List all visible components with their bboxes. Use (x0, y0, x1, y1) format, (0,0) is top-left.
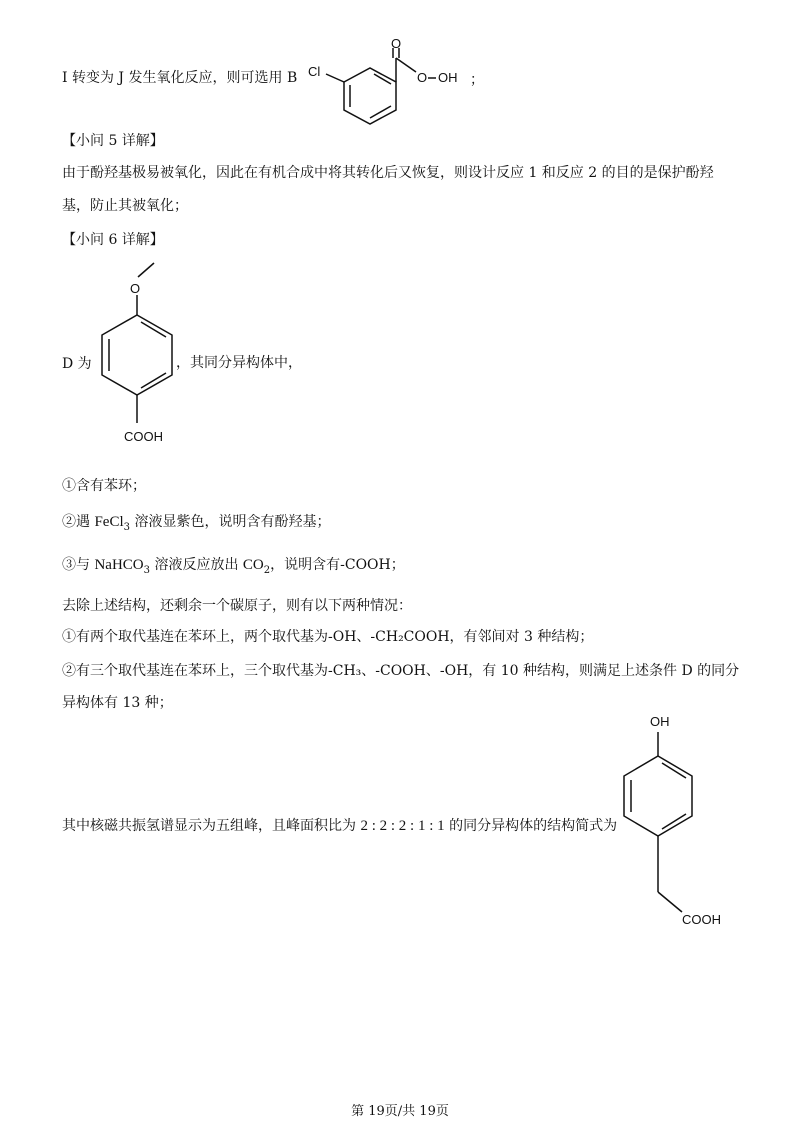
fecl-formula: FeCl (94, 514, 124, 530)
condition-2-prefix: ②遇 (62, 514, 95, 530)
q5-text-line2: 基，防止其被氧化； (62, 198, 188, 214)
q6-header: 【小问 6 详解】 (62, 232, 164, 248)
nmr-prefix: 其中核磁共振氢谱显示为五组峰，且峰面积比为 (62, 818, 361, 834)
remove-text: 去除上述结构，还剩余一个碳原子，则有以下两种情况： (62, 598, 412, 614)
condition-1: ①含有苯环； (62, 478, 146, 494)
q5-header: 【小问 5 详解】 (62, 133, 164, 149)
page-footer: 第 19页/共 19页 (351, 1104, 449, 1119)
isomer-cooh-label: COOH (682, 912, 721, 927)
d-suffix: ，其同分异构体中， (176, 355, 302, 371)
case-2-text-line1: ②有三个取代基连在苯环上，三个取代基为-CH₃、-COOH、-OH，有 10 种结构，则满足上述条件 D 的同分 (62, 663, 740, 679)
nmr-suffix: 的同分异构体的结构简式为 (444, 818, 618, 834)
hydroxyl-label: OH (438, 70, 458, 85)
co-formula: CO (242, 557, 264, 573)
case-2-text-line2: 异构体有 13 种； (62, 695, 173, 711)
cl-atom-label: Cl (308, 64, 321, 79)
nmr-ratio: 2 : 2 : 2 : 1 : 1 (360, 818, 445, 834)
carbonyl-o-label: O (391, 38, 402, 51)
co-subscript: 2 (263, 564, 271, 576)
condition-3-mid: 溶液反应放出 (150, 557, 243, 573)
line-reagent-text (62, 68, 297, 88)
case-1-text: ①有两个取代基连在苯环上，两个取代基为-OH、-CH₂COOH，有邻间对 3 种结构； (62, 629, 594, 645)
methoxy-o-label: O (130, 281, 141, 296)
nahco-subscript: 3 (143, 564, 150, 576)
condition-2-suffix: 溶液显紫色，说明含有酚羟基； (130, 514, 331, 530)
isomer-oh-label: OH (650, 714, 670, 729)
reagent-suffix: ； (470, 72, 484, 88)
peroxy-o-label: O (417, 70, 428, 85)
d-label: D 为 (62, 356, 92, 372)
fecl-subscript: 3 (123, 521, 131, 533)
molecule-isomer-structure (620, 712, 750, 932)
condition-3-suffix: ，说明含有-COOH； (270, 557, 405, 573)
cooh-label: COOH (124, 429, 163, 444)
molecule-b-structure (300, 38, 470, 128)
nahco-formula: NaHCO (94, 557, 144, 573)
reagent-prefix: I 转变为 J 发生氧化反应，则可选用 B (62, 70, 298, 86)
condition-3 (62, 555, 405, 581)
condition-3-prefix: ③与 (62, 557, 95, 573)
condition-2 (62, 512, 330, 538)
nmr-text (62, 816, 617, 836)
q5-text-line1: 由于酚羟基极易被氧化，因此在有机合成中将其转化后又恢复，则设计反应 1 和反应 2 的目的是保护酚羟 (62, 165, 714, 181)
